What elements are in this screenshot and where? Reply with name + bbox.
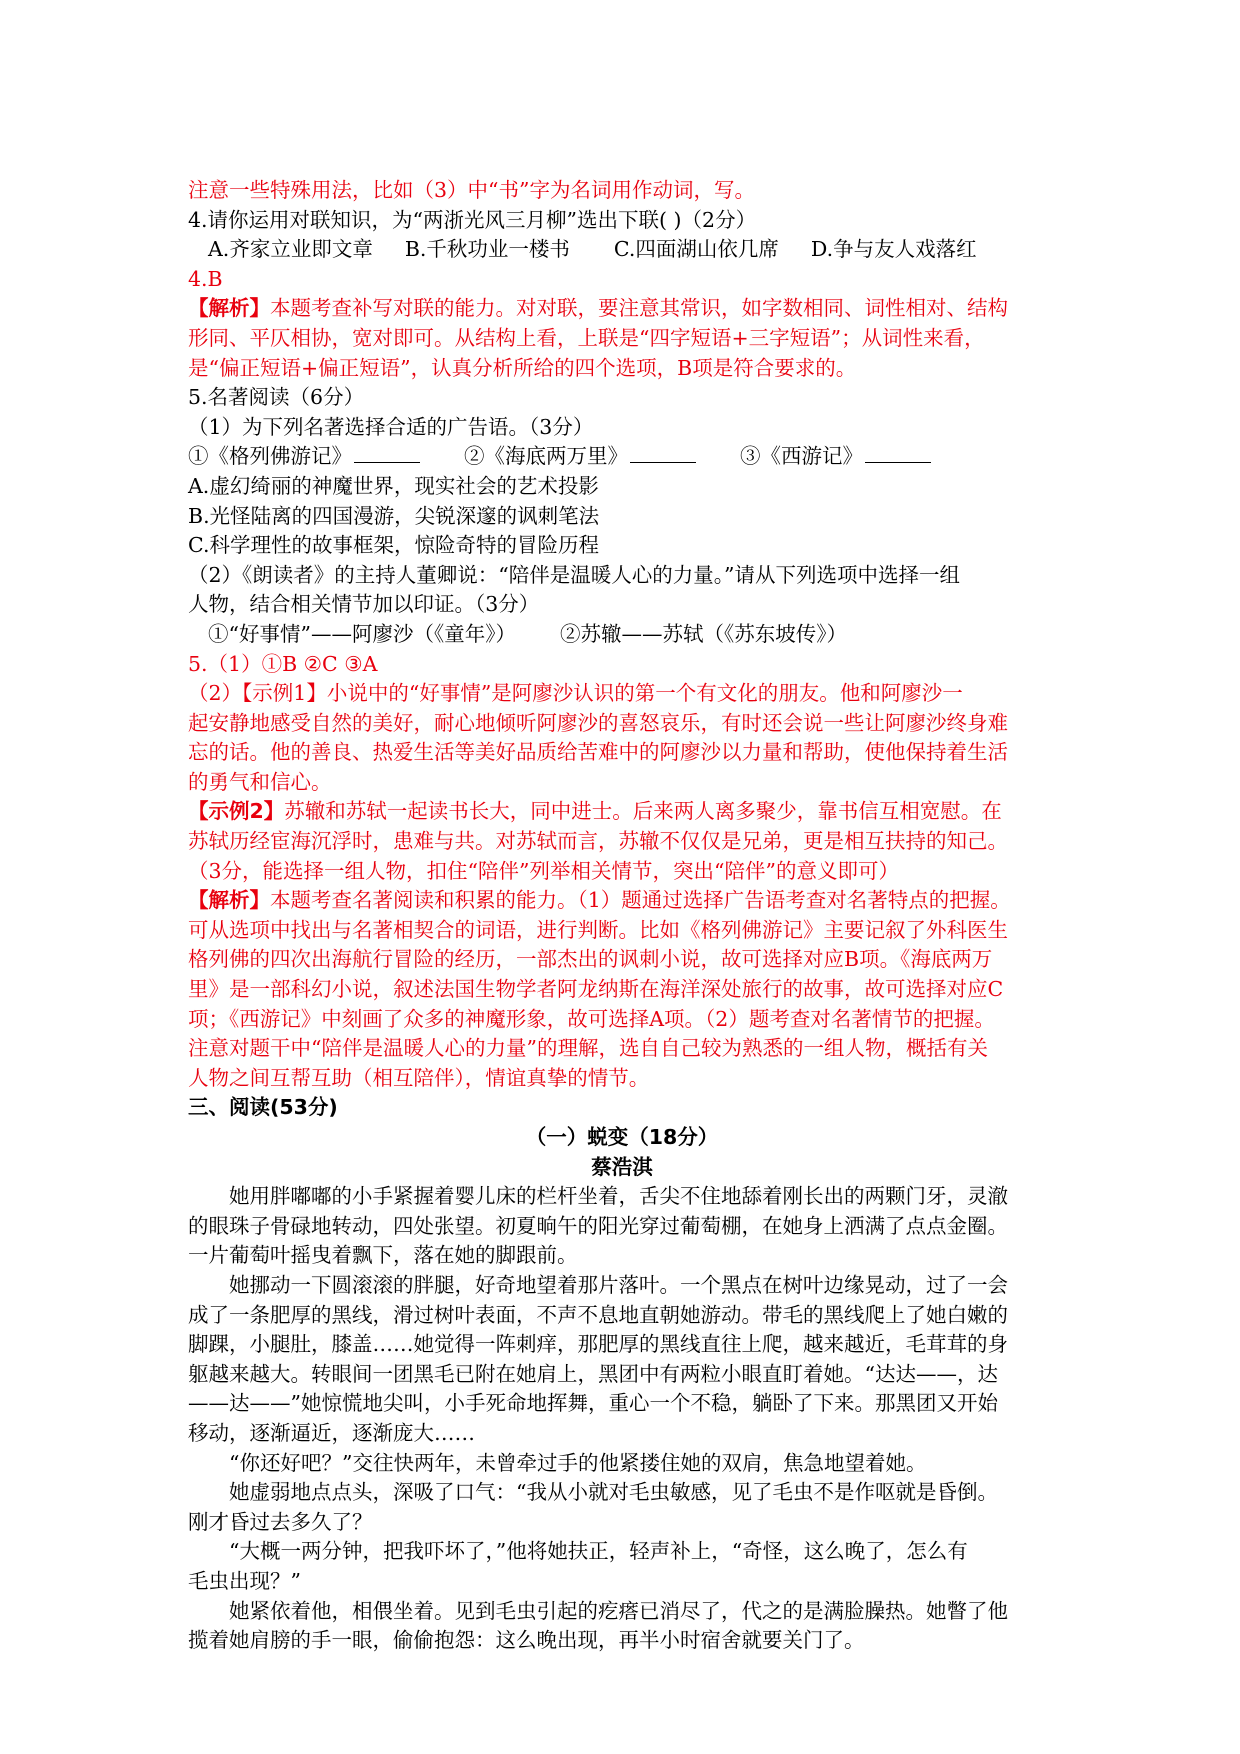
question-5-1: （1）为下列名著选择合适的广告语。（3分） <box>188 414 594 439</box>
paragraph-line: 一片葡萄叶摇曳着飘下，落在她的脚跟前。 <box>188 1243 578 1268</box>
example-tag: 【示例2】 <box>188 799 285 824</box>
paragraph-line: 揽着她肩膀的手一眼，偷偷抱怨：这么晚出现，再半小时宿舍就要关门了。 <box>188 1628 865 1653</box>
book-1: ①《格列佛游记》 <box>188 444 352 469</box>
answer-5-1: 5.（1）①B ②C ③A <box>188 651 378 676</box>
text-line: 忘的话。他的善良、热爱生活等美好品质给苦难中的阿廖沙以力量和帮助，使他保持着生活 <box>188 740 1008 765</box>
option-c: C.四面湖山依几席 <box>613 237 779 262</box>
paragraph-line: 移动，逐渐逼近，逐渐庞大…… <box>188 1420 475 1445</box>
paragraph-line: ——达——”她惊慌地尖叫，小手死命地挥舞，重心一个不稳，躺卧了下来。那黑团又开始 <box>188 1391 998 1416</box>
paragraph-line: 的眼珠子骨碌地转动，四处张望。初夏晌午的阳光穿过葡萄棚，在她身上洒满了点点金圈。 <box>188 1213 1008 1238</box>
text-line: 可从选项中找出与名著相契合的词语，进行判断。比如《格列佛游记》主要记叙了外科医生 <box>188 917 1008 942</box>
option-d: D.争与友人戏落红 <box>810 237 977 262</box>
passage-title: （一）蜕变（18分） <box>525 1125 719 1149</box>
paragraph-line: 她挪动一下圆滚滚的胖腿，好奇地望着那片落叶。一个黑点在树叶边缘晃动，过了一会 <box>229 1272 1008 1297</box>
paragraph-line: 她紧依着他，相偎坐着。见到毛虫引起的疙瘩已消尽了，代之的是满脸臊热。她瞥了他 <box>229 1598 1008 1623</box>
analysis-tag: 【解析】 <box>188 296 270 321</box>
paragraph-line: 她虚弱地点点头，深吸了口气：“我从小就对毛虫敏感，见了毛虫不是作呕就是昏倒。 <box>229 1480 998 1505</box>
slogan-a: A.虚幻绮丽的神魔世界，现实社会的艺术投影 <box>188 473 599 498</box>
paragraph-line: “大概一两分钟，把我吓坏了，”他将她扶正，轻声补上，“奇怪，这么晚了，怎么有 <box>229 1539 968 1564</box>
answer-blank[interactable] <box>865 442 931 463</box>
paragraph-line: 躯越来越大。转眼间一团黑毛已附在她肩上，黑团中有两粒小眼直盯着她。“达达——，达 <box>188 1361 998 1386</box>
slogan-b: B.光怪陆离的四国漫游，尖锐深邃的讽刺笔法 <box>188 503 600 528</box>
answer-blank[interactable] <box>630 442 696 463</box>
text-line: 格列佛的四次出海航行冒险的经历，一部杰出的讽刺小说，故可选择对应B项。《海底两万 <box>188 947 993 972</box>
text-line: 里》是一部科幻小说，叙述法国生物学者阿龙纳斯在海洋深处旅行的故事，故可选择对应C <box>188 977 1004 1002</box>
text-line: 是“偏正短语+偏正短语”，认真分析所给的四个选项，B项是符合要求的。 <box>188 355 857 380</box>
option-a: A.齐家立业即文章 <box>208 237 373 262</box>
analysis-4 <box>188 294 1056 324</box>
text-line: 注意一些特殊用法，比如（3）中“书”字为名词用作动词，写。 <box>188 178 756 202</box>
question-4: 4.请你运用对联知识，为“两浙光风三月柳”选出下联( )（2分） <box>188 207 757 232</box>
book-3: ③《西游记》 <box>740 444 863 469</box>
answer-5-2: （2）【示例1】小说中的“好事情”是阿廖沙认识的第一个有文化的朋友。他和阿廖沙一 <box>188 681 963 706</box>
example-2 <box>188 797 1056 827</box>
paragraph-line: 她用胖嘟嘟的小手紧握着婴儿床的栏杆坐着，舌尖不住地舔着刚长出的两颗门牙，灵澈 <box>229 1184 1008 1209</box>
answer-4: 4.B <box>188 266 223 291</box>
analysis-tag: 【解析】 <box>188 888 270 913</box>
paragraph-line: 毛虫出现？” <box>188 1568 301 1593</box>
example-text: 苏辙和苏轼一起读书长大，同中进士。后来两人离多聚少，靠书信互相宽慰。在 <box>284 799 1002 824</box>
character-options <box>188 620 1056 650</box>
book-list <box>188 442 1056 472</box>
paragraph-line: 刚才昏过去多久了？ <box>188 1509 373 1534</box>
scoring-note: （3分，能选择一组人物，扣住“陪伴”列举相关情节，突出“陪伴”的意义即可） <box>188 858 899 883</box>
text-line: 起安静地感受自然的美好，耐心地倾听阿廖沙的喜怒哀乐，有时还会说一些让阿廖沙终身难 <box>188 710 1008 735</box>
question-5-2: （2）《朗读者》的主持人董卿说：“陪伴是温暖人心的力量。”请从下列选项中选择一组 <box>188 562 961 587</box>
analysis-text: 本题考查名著阅读和积累的能力。（1）题通过选择广告语考查对名著特点的把握。 <box>270 888 1011 913</box>
question-5: 5.名著阅读（6分） <box>188 385 365 410</box>
analysis-5 <box>188 886 1056 916</box>
analysis-text: 本题考查补写对联的能力。对对联，要注意其常识，如字数相同、词性相对、结构 <box>270 296 1008 321</box>
character-option-2: ②苏辙——苏轼（《苏东坡传》） <box>559 621 847 646</box>
slogan-c: C.科学理性的故事框架，惊险奇特的冒险历程 <box>188 533 599 558</box>
answer-blank[interactable] <box>354 442 420 463</box>
passage-author: 蔡浩淇 <box>591 1154 653 1179</box>
paragraph-line: 成了一条肥厚的黑线，滑过树叶表面，不声不息地直朝她游动。带毛的黑线爬上了她白嫩的 <box>188 1302 1008 1327</box>
character-option-1: ①“好事情”——阿廖沙（《童年》） <box>208 621 516 646</box>
text-line: 注意对题干中“陪伴是温暖人心的力量”的理解，选自自己较为熟悉的一组人物，概括有关 <box>188 1036 988 1061</box>
paragraph-line: “你还好吧？”交往快两年，未曾牵过手的他紧搂住她的双肩，焦急地望着她。 <box>229 1450 927 1475</box>
option-b: B.千秋功业一楼书 <box>404 237 570 262</box>
book-2: ②《海底两万里》 <box>464 444 628 469</box>
section-heading: 三、阅读(53分) <box>188 1095 338 1120</box>
text-line: 的勇气和信心。 <box>188 769 332 794</box>
document-page <box>188 176 1056 1656</box>
text-line: 形同、平仄相协，宽对即可。从结构上看，上联是“四字短语+三字短语”；从词性来看， <box>188 325 985 350</box>
text-line: 人物之间互帮互助（相互陪伴），情谊真挚的情节。 <box>188 1065 650 1090</box>
paragraph-line: 脚踝，小腿肚，膝盖……她觉得一阵刺痒，那肥厚的黑线直往上爬，越来越近，毛茸茸的身 <box>188 1332 1008 1357</box>
text-line: 人物，结合相关情节加以印证。（3分） <box>188 592 540 617</box>
text-line: 项；《西游记》中刻画了众多的神魔形象，故可选择A项。（2）题考查对名著情节的把握。 <box>188 1006 995 1031</box>
text-line: 苏轼历经宦海沉浮时，患难与共。对苏轼而言，苏辙不仅仅是兄弟，更是相互扶持的知己。 <box>188 829 1008 854</box>
question-4-options <box>188 235 1056 265</box>
